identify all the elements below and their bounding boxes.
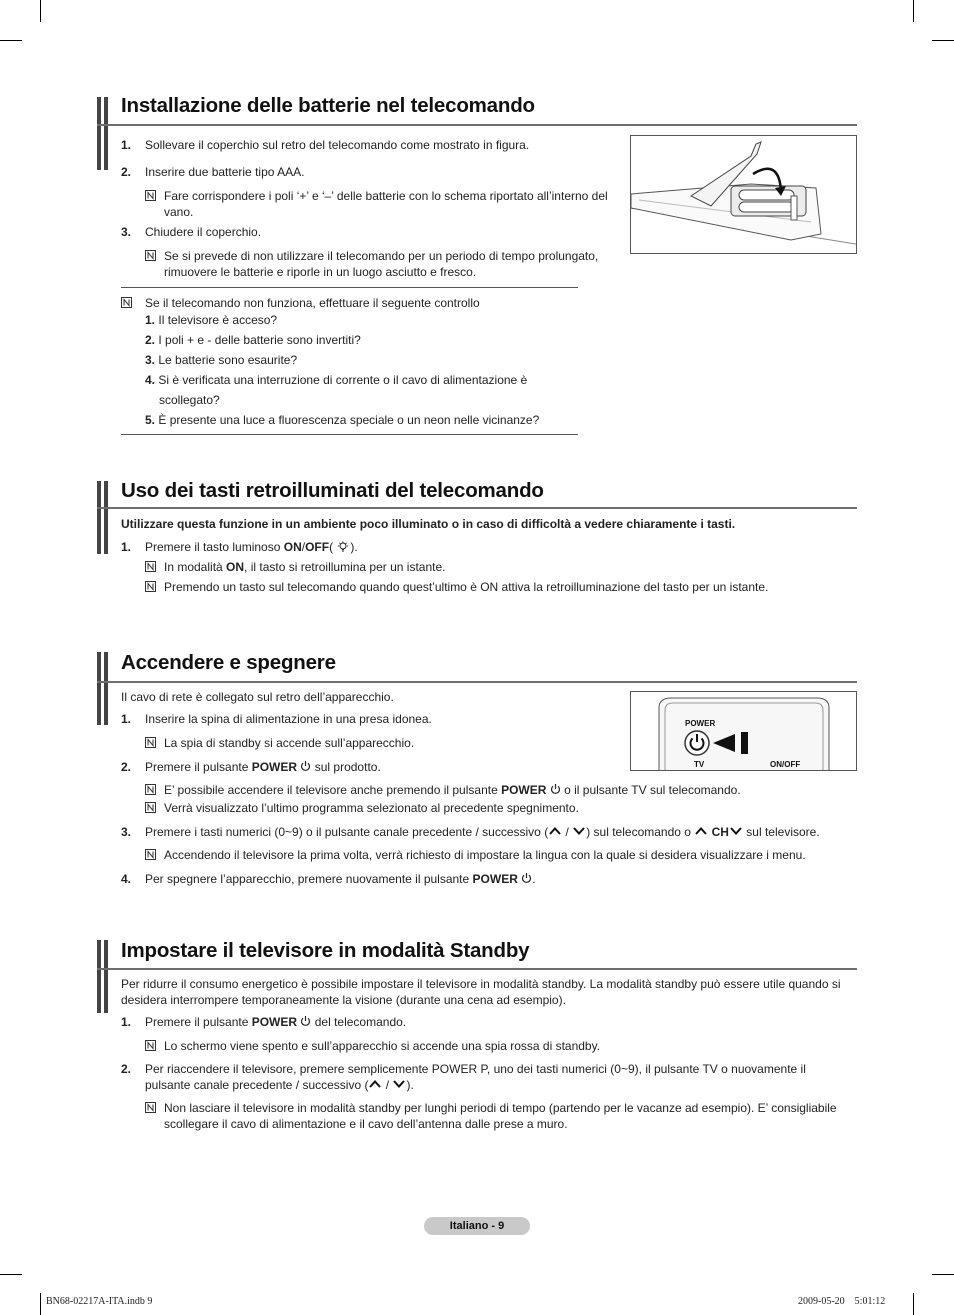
note-text: Se si prevede di non utilizzare il telecomando per un periodo di tempo prolungato, rimuovere le batterie e riporle in un luogo asciutto e fresco. (164, 249, 599, 279)
step-number: 3. (121, 825, 132, 839)
step-text: Per riaccendere il televisore, premere semplicemente POWER P, uno dei tasti numerici (0~9), il pulsante TV o nuovamente il (145, 1062, 806, 1076)
note-text: La spia di standby si accende sull’apparecchio. (164, 736, 415, 750)
step-text: Inserire la spina di alimentazione in una presa idonea. (145, 712, 432, 726)
step-text (145, 759, 381, 775)
step-number: 1. (121, 712, 132, 726)
power-icon (300, 760, 311, 772)
text: sul prodotto. (311, 760, 381, 774)
crop-mark (913, 0, 914, 22)
note-text (164, 782, 741, 798)
text: / (382, 1078, 393, 1092)
step-number: 3. (121, 225, 132, 239)
note-text: Lo schermo viene spento e sull’apparecchio si accende una spia rossa di standby. (164, 1039, 601, 1053)
step-text (145, 1014, 406, 1030)
step-text: Inserire due batterie tipo AAA. (145, 165, 305, 179)
text: o il pulsante TV sul telecomando. (560, 783, 741, 797)
divider (121, 434, 578, 435)
text: POWER (251, 1015, 298, 1029)
step-number: 2. (121, 1062, 132, 1076)
check-number: 2. (145, 333, 156, 347)
power-icon (550, 783, 561, 795)
check-intro: Se il telecomando non funziona, effettuare il seguente controllo (145, 296, 480, 310)
step-text: Chiudere il coperchio. (145, 225, 262, 239)
section-marker (97, 481, 101, 554)
step-number: 1. (121, 138, 132, 152)
text: sul televisore. (742, 825, 820, 839)
check-number: 1. (145, 313, 156, 327)
chevron-up-icon (368, 1079, 382, 1089)
note-text: Fare corrispondere i poli ‘+’ e ‘–’ delle batterie con lo schema riportato all’interno del vano. (164, 189, 608, 219)
text: ) sul telecomando o (586, 825, 695, 839)
figure-label: TV (694, 760, 705, 769)
check-text: Si è verificata una interruzione di corrente o il cavo di alimentazione è (158, 373, 528, 387)
step-number: 1. (121, 540, 132, 554)
figure-label: POWER (685, 719, 716, 728)
text: ). (406, 1078, 414, 1092)
text: del telecomando. (311, 1015, 407, 1029)
text: POWER (472, 872, 518, 886)
text: Premere il tasto luminoso (145, 540, 284, 554)
note-icon (145, 1040, 156, 1051)
note-icon (145, 1102, 156, 1113)
crop-mark (932, 1274, 954, 1275)
note-icon (145, 561, 156, 572)
text: Premere i tasti numerici (0~9) o il pulsante canale precedente / successivo ( (145, 825, 549, 839)
step-text: Sollevare il coperchio sul retro del telecomando come mostrato in figura. (145, 138, 530, 152)
note-icon (145, 849, 156, 860)
text: ON (283, 540, 302, 554)
note-icon (145, 581, 156, 592)
text: Premere il pulsante (145, 760, 252, 774)
check-text: Il televisore è acceso? (158, 313, 278, 327)
text: / (301, 540, 306, 554)
battery-illustration (630, 135, 857, 254)
chevron-up-icon (548, 826, 562, 836)
text: Per spegnere l’apparecchio, premere nuovamente il pulsante (145, 872, 473, 886)
check-text: È presente una luce a fluorescenza speciale o un neon nelle vicinanze? (158, 413, 540, 427)
crop-mark (0, 1274, 22, 1275)
remote-power-illustration (630, 691, 857, 771)
print-timestamp: 2009-05-20 5:01:12 (798, 1296, 886, 1307)
check-text: scollegato? (159, 393, 220, 407)
remote-battery-icon (631, 136, 856, 253)
note-text: Premendo un tasto sul telecomando quando quest’ultimo è ON attiva la retroilluminazione del tasto per un istante. (164, 580, 769, 594)
section-rule (97, 968, 857, 970)
note-icon (145, 250, 156, 261)
section-marker (104, 481, 108, 554)
step-number: 2. (121, 760, 132, 774)
crop-mark (40, 1293, 41, 1315)
section-rule (97, 124, 857, 126)
note-icon (145, 802, 156, 813)
crop-mark (932, 40, 954, 41)
text: / (562, 825, 573, 839)
text: , il tasto si retroillumina per un istante. (244, 560, 446, 574)
chevron-up-icon (694, 826, 708, 836)
note-text: Accendendo il televisore la prima volta, verrà richiesto di impostare la lingua con la quale si desidera visualizzare i menu. (164, 848, 806, 862)
check-item (145, 312, 277, 328)
chevron-down-icon (392, 1079, 406, 1089)
page-number-badge: Italiano - 9 (424, 1217, 530, 1235)
step-number: 4. (121, 872, 132, 886)
check-text: I poli + e - delle batterie sono invertiti? (158, 333, 361, 347)
section-title: Impostare il televisore in modalità Standby (121, 939, 530, 962)
note-text: Verrà visualizzato l’ultimo programma selezionato al precedente spegnimento. (164, 801, 579, 815)
check-item (145, 332, 361, 348)
note-text (164, 559, 445, 575)
section-rule (97, 681, 857, 683)
check-text: Le batterie sono esaurite? (158, 353, 298, 367)
step-text (145, 539, 358, 555)
text: E’ possibile accendere il televisore anche premendo il pulsante (164, 783, 502, 797)
section-rule (97, 507, 857, 509)
step-number: 2. (121, 165, 132, 179)
text: ( (329, 540, 334, 554)
section-marker (104, 940, 108, 1013)
text: POWER (251, 760, 298, 774)
section-marker (97, 652, 101, 725)
chevron-down-icon (572, 826, 586, 836)
check-item (145, 352, 297, 368)
note-text: Non lasciare il televisore in modalità standby per lunghi periodi di tempo (partendo per le vacanze ad esempio). E’ consigliabile scollegare il cavo di alimentazione e il cavo dell’antenna dalle prese a muro. (164, 1101, 837, 1131)
power-icon (521, 872, 532, 884)
note-icon (145, 784, 156, 795)
crop-mark (40, 0, 41, 22)
section-marker (104, 652, 108, 725)
check-number: 4. (145, 373, 156, 387)
section-title: Accendere e spegnere (121, 651, 336, 674)
text: Premere il pulsante (145, 1015, 252, 1029)
text: ). (350, 540, 358, 554)
check-number: 5. (145, 413, 156, 427)
remote-control-icon (631, 692, 856, 770)
file-slug: BN68-02217A-ITA.indb 9 (46, 1296, 153, 1307)
text: pulsante canale precedente / successivo ( (145, 1078, 369, 1092)
step-text (145, 824, 820, 840)
check-item (145, 412, 539, 428)
step-text (145, 1077, 414, 1093)
text: POWER (501, 783, 547, 797)
note-icon (145, 737, 156, 748)
check-number: 3. (145, 353, 156, 367)
chevron-down-icon (729, 826, 743, 836)
section-title: Installazione delle batterie nel telecomando (121, 94, 535, 117)
section-intro: Il cavo di rete è collegato sul retro dell’apparecchio. (121, 690, 394, 704)
text: In modalità (164, 560, 227, 574)
section-marker (97, 940, 101, 1013)
crop-mark (0, 40, 22, 41)
section-intro: Utilizzare questa funzione in un ambiente poco illuminato o in caso di difficoltà a vedere chiaramente i tasti. (121, 517, 736, 531)
section-marker (97, 97, 101, 170)
text: OFF (305, 540, 330, 554)
check-item (145, 372, 527, 388)
text: . (532, 872, 536, 886)
section-marker (104, 97, 108, 170)
crop-mark (913, 1293, 914, 1315)
text: ON (226, 560, 245, 574)
step-text (145, 871, 536, 887)
power-icon (300, 1015, 311, 1027)
section-intro: Per ridurre il consumo energetico è possibile impostare il televisore in modalità standby. La modalità standby può essere utile quando si desidera interrompere temporaneamente la visione (durante una cena ad esempio). (121, 977, 841, 1007)
figure-label: ON/OFF (770, 760, 801, 769)
step-number: 1. (121, 1015, 132, 1029)
section-title: Uso dei tasti retroilluminati del telecomando (121, 479, 544, 502)
light-bulb-icon (336, 541, 350, 553)
note-icon (145, 190, 156, 201)
note-icon (121, 297, 132, 308)
divider (121, 287, 578, 288)
text: CH (711, 825, 729, 839)
